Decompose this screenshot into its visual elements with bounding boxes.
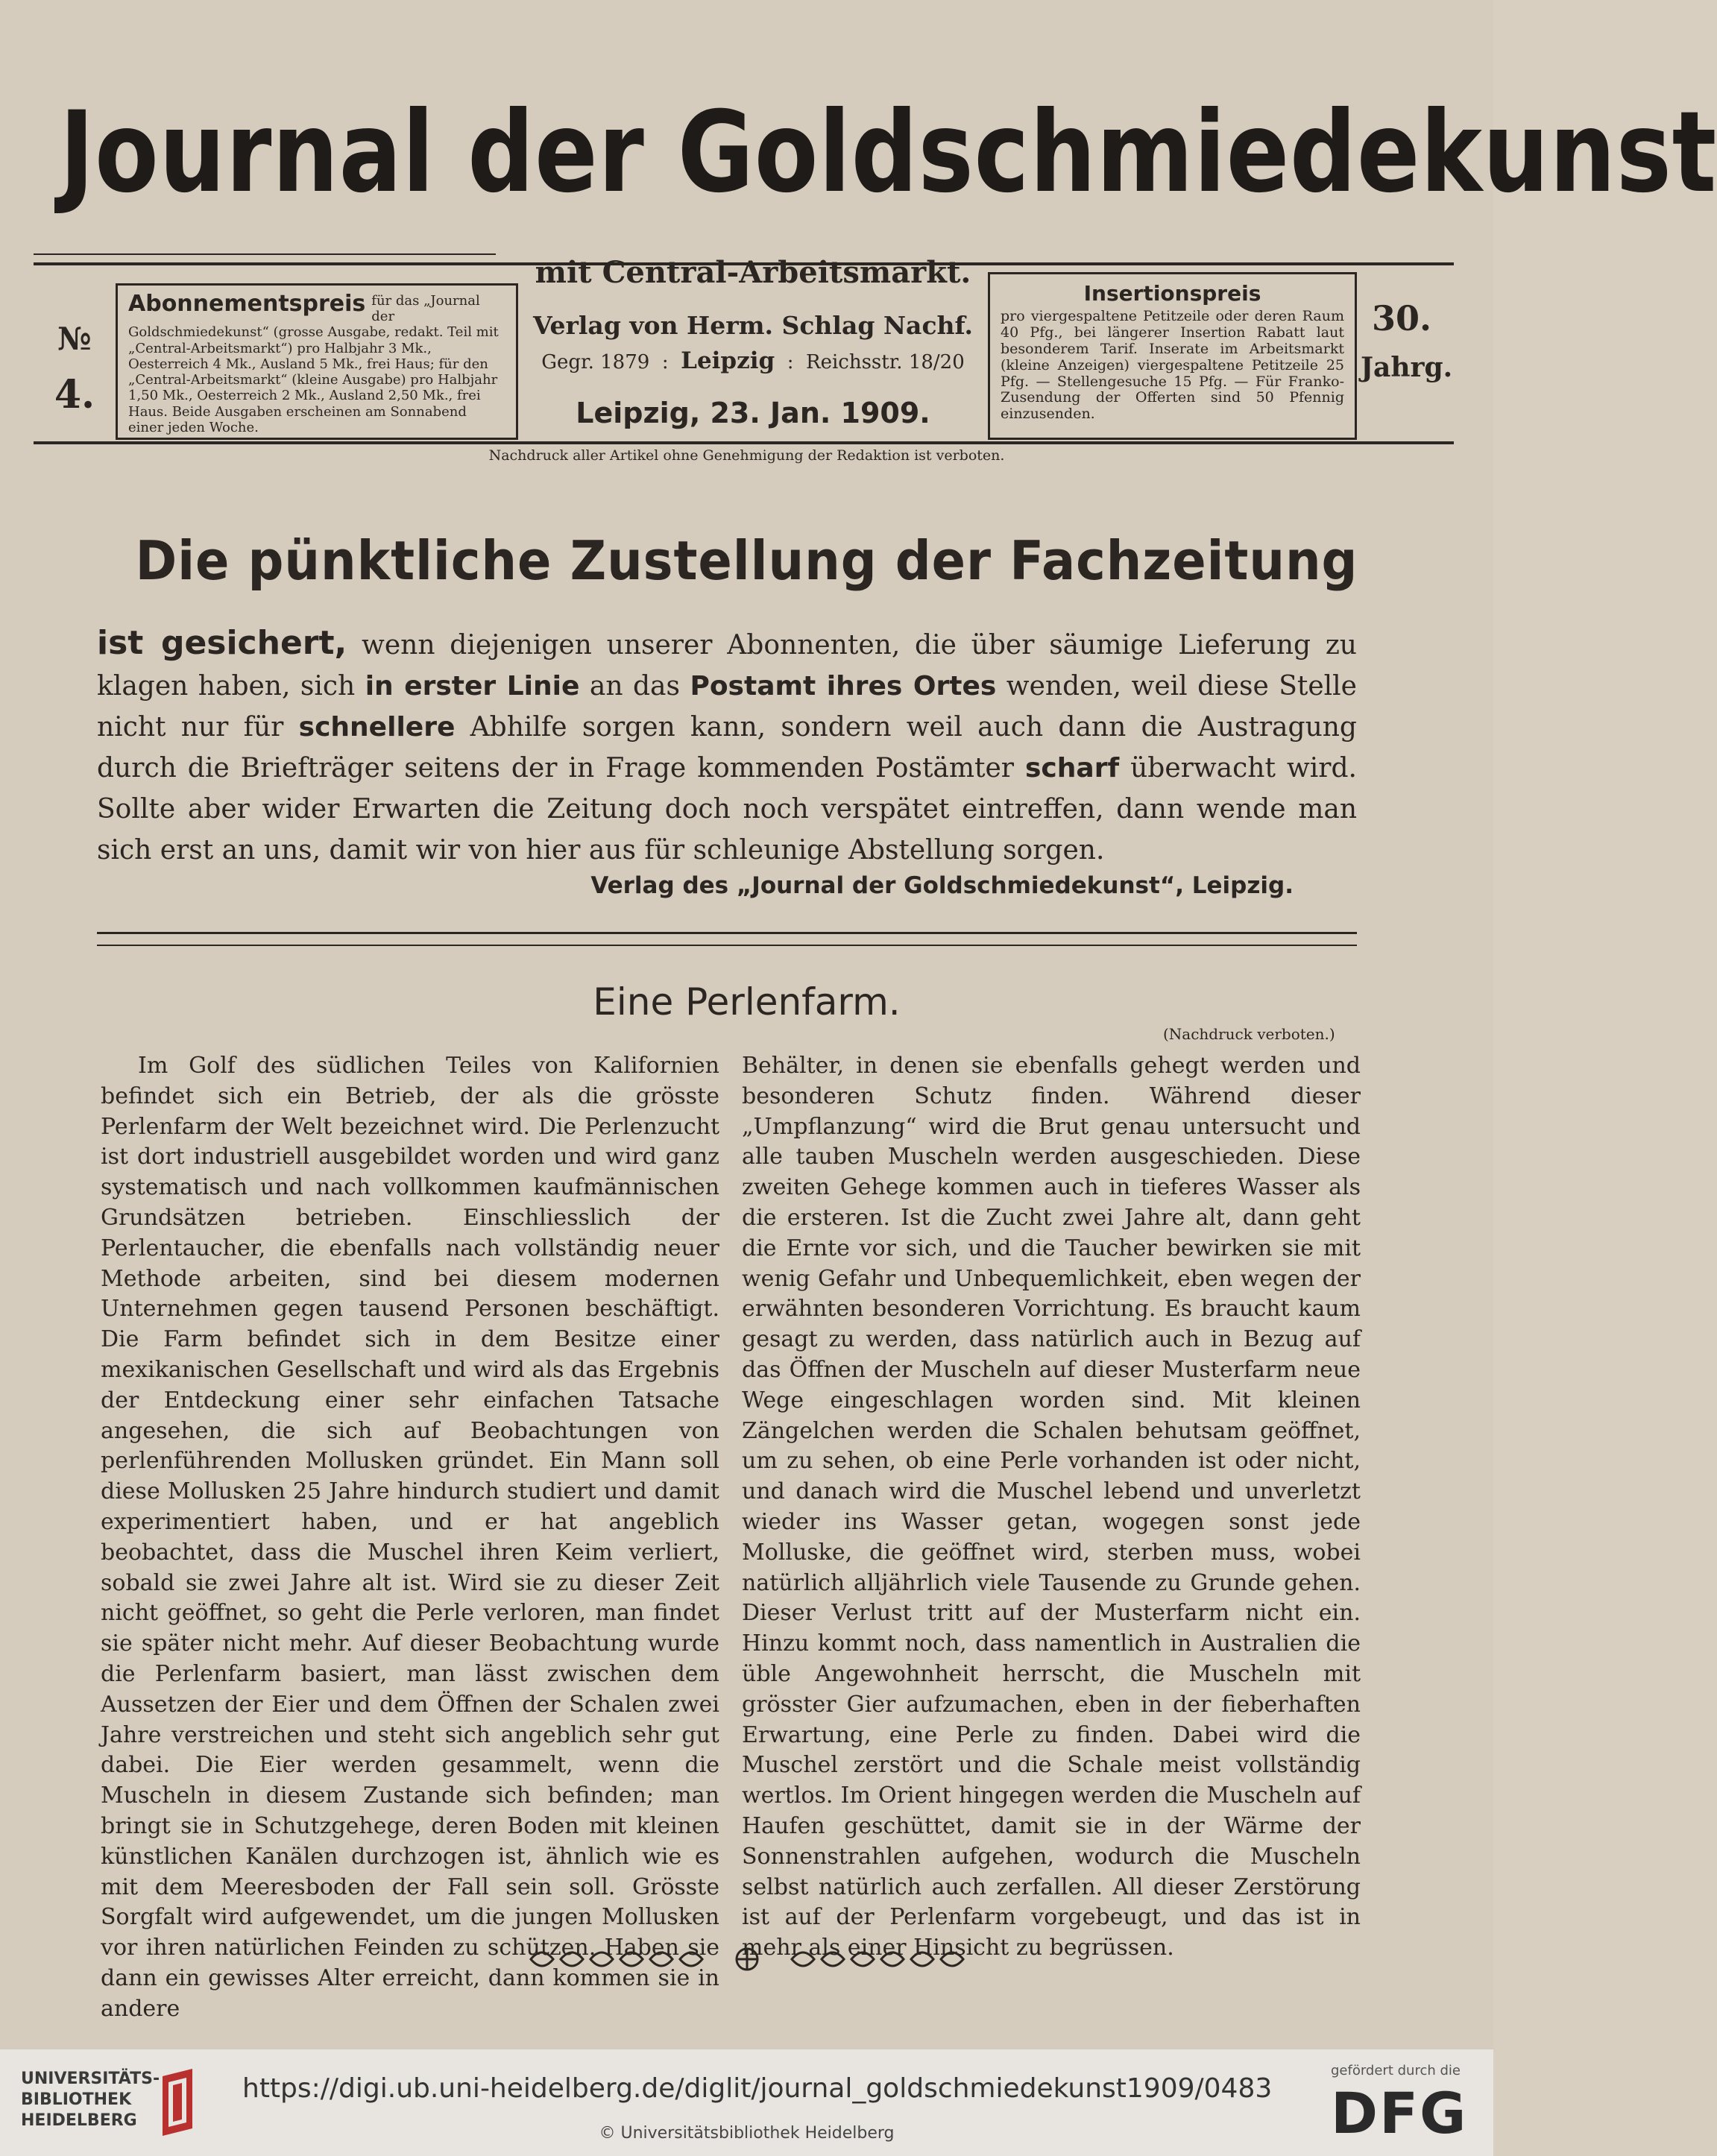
library-name-line-2: BIBLIOTHEK (21, 2090, 132, 2109)
notice-signature: Verlag des „Journal der Goldschmiedekunst“, Leipzig. (590, 872, 1294, 899)
funding-caption: gefördert durch die (1331, 2063, 1461, 2078)
article-title: Eine Perlenfarm. (593, 980, 901, 1024)
notice-headline: Die pünktliche Zustellung der Fachzeitung (135, 529, 1358, 592)
article-text-left: Im Golf des südlichen Teiles von Kalifornien befindet sich ein Betrieb, der als die grösste Perlenfarm der Welt bezeichnet wird. Die Perlenzucht ist dort industriell ausgebildet worden und wird ganz systematisch und nach vollkommen kaufmännischen Grundsätzen betrieben. Einschliesslich der Perlentaucher, die ebenfalls nach vollständig neuer Methode arbeiten, sind bei diesem modernen Unternehmen gegen tausend Personen beschäftigt. Die Farm befindet sich in dem Besitze einer mexikanischen Gesellschaft und wird als das Ergebnis der Entdeckung einer sehr einfachen Tatsache angesehen, die sich auf Beobachtungen von perlenführenden Mollusken gründet. Ein Mann soll diese Mollusken 25 Jahre hindurch studiert und damit experimentiert haben, und er hat angeblich beobachtet, dass die Muschel ihren Keim verliert, sobald sie zwei Jahre alt ist. Wird sie zu dieser Zeit nicht geöffnet, so geht die Perle verloren, man findet sie später nicht mehr. Auf dieser Beobachtung wurde die Perlenfarm basiert, man lässt zwischen dem Aussetzen der Eier und dem Öffnen der Schalen zwei Jahre verstreichen und steht sich angeblich sehr gut dabei. Die Eier werden gesammelt, wenn die Muscheln in diesem Zustande sich befinden; man bringt sie in Schutzgehege, deren Boden mit kleinen künstlichen Kanälen durchzogen ist, ähnlich wie es mit dem Meeresboden der Fall sein soll. Grösste Sorgfalt wird aufgewendet, um die jungen Mollusken vor ihren natürlichen Feinden zu schützen. Haben sie dann ein gewisses Alter erreicht, dann kommen sie in andere (101, 1053, 719, 2022)
masthead-title: Journal der Goldschmiedekunst (60, 88, 1717, 218)
ornament-icon (523, 1944, 971, 1974)
publisher-name: Verlag von Herm. Schlag Nachf. (532, 311, 974, 340)
notice-bold-4: scharf (1025, 753, 1120, 784)
notice-text-1: wenn diejenigen unserer Abonnenten, die über säumige Lieferung zu klagen haben, sich (97, 630, 1357, 702)
volume-number: 30. (1371, 298, 1432, 338)
article-reprint-note: (Nachdruck verboten.) (1163, 1025, 1335, 1043)
publisher-block (529, 253, 977, 429)
notice-lead: ist gesichert, (97, 624, 347, 662)
notice-bold-3: schnellere (298, 712, 456, 743)
masthead-subtitle: mit Central-Arbeitsmarkt. (535, 255, 971, 290)
notice-text-2: an das (579, 671, 690, 702)
subscription-box (116, 283, 518, 440)
section-divider (97, 932, 1357, 946)
subscription-text: für das „Journal der Goldschmiedekunst“ (grosse Ausgabe, redakt. Teil mit „Central-Arbeitsmarkt“) pro Halbjahr 3 Mk., Oesterreich 4 Mk., Ausland 5 Mk., frei Haus; für den „Central-Arbeitsmarkt“ (kleine Ausgabe) pro Halbjahr 1,50 Mk., Oesterreich 2 Mk., Ausland 2,50 Mk., frei Haus. Beide Ausgaben erscheinen am Sonnabend einer jeden Woche. (128, 293, 499, 435)
insertion-title: Insertionspreis (1083, 281, 1261, 306)
subscription-title: Abonnementspreis (128, 291, 366, 317)
library-name (21, 2069, 160, 2131)
article-column-left (101, 1051, 719, 2025)
issue-number: 4. (54, 372, 95, 417)
copyright-notice: © Universitätsbibliothek Heidelberg (599, 2124, 895, 2143)
insertion-text: pro viergespaltene Petitzeile oder deren Raum 40 Pfg., bei längerer Insertion Rabatt laut besonderem Tarif. Inserate im Arbeitsmarkt (kleine Anzeigen) viergespaltene Petitzeile 25 Pfg. — Stellengesuche 15 Pfg. — Für Franko-Zusendung der Offerten sind 50 Pfennig einzusenden. (1001, 308, 1344, 423)
notice-paragraph (97, 622, 1357, 871)
publisher-address: Reichsstr. 18/20 (806, 351, 965, 373)
viewer-footer (0, 2049, 1493, 2156)
notice-text-3: wenden, weil diese Stelle nicht nur für (97, 671, 1357, 743)
insertion-box (988, 272, 1357, 440)
header-bottom-rule (34, 441, 1454, 444)
issue-number-block (41, 321, 108, 417)
article-text-right: Behälter, in denen sie ebenfalls gehegt werden und besonderen Schutz finden. Während dieser „Umpflanzung“ wird die Brut genau untersucht und alle tauben Muscheln werden ausgeschieden. Diese zweiten Gehege kommen auch in tieferes Wasser als die ersteren. Ist die Zucht zwei Jahre alt, dann geht die Ernte vor sich, und die Taucher bewirken sie mit wenig Gefahr und Unbequemlichkeit, eben wegen der erwähnten besonderen Vorrichtung. Es braucht kaum gesagt zu werden, dass natürlich auch in Bezug auf das Öffnen der Muscheln auf dieser Musterfarm neue Wege eingeschlagen worden sind. Mit kleinen Zängelchen werden die Schalen behutsam geöffnet, um zu sehen, ob eine Perle vorhanden ist oder nicht, und danach wird die Muschel lebend und unverletzt wieder ins Wasser getan, wogegen sonst jede Molluske, die geöffnet wird, sterben muss, wobei natürlich alljährlich viele Tausende zu Grunde gehen. Dieser Verlust tritt auf der Musterfarm nicht ein. Hinzu kommt noch, dass namentlich in Australien die üble Angewohnheit herrscht, die Muscheln mit grösster Gier aufzumachen, eben in der fieberhaften Erwartung, eine Perle zu finden. Dabei wird die Muschel zerstört und die Schale meist vollständig wertlos. Im Orient hingegen werden die Muscheln auf Haufen geschüttet, damit sie in der Wärme der Sonnenstrahlen aufgehen, wodurch die Muscheln selbst natürlich auch zerfallen. All dieser Zerstörung ist auf der Perlenfarm vorgebeugt, und das ist in mehr als einer Hinsicht zu begrüssen. (742, 1053, 1361, 1961)
publisher-details: Gegr. 1879 : Leipzig : Reichsstr. 18/20 (541, 347, 965, 374)
volume-label: Jahrg. (1361, 352, 1453, 383)
library-name-line-1: UNIVERSITÄTS- (21, 2070, 160, 2088)
notice-text-5: überwacht wird. Sollte aber wider Erwarten die Zeitung doch noch verspätet eintreffen, dann wende man sich erst an uns, damit wir von hier aus für schleunige Abstellung sorgen. (97, 753, 1357, 866)
document-url[interactable]: https://digi.ub.uni-heidelberg.de/diglit/journal_goldschmiedekunst1909/0483 (242, 2073, 1273, 2104)
header-band (34, 253, 1454, 440)
notice-text-4: Abhilfe sorgen kann, sondern weil auch dann die Austragung durch die Briefträger seitens der in Frage kommenden Postämter (97, 712, 1357, 784)
issue-symbol: № (57, 321, 92, 357)
founded-year: Gegr. 1879 (541, 351, 650, 373)
ornament-divider (0, 1944, 1493, 1982)
notice-bold-2: Postamt ihres Ortes (690, 671, 997, 702)
dfg-logo[interactable]: DFG (1331, 2080, 1468, 2146)
notice-bold-1: in erster Linie (365, 671, 580, 702)
publisher-city: Leipzig (681, 347, 775, 374)
issue-date: Leipzig, 23. Jan. 1909. (576, 397, 930, 429)
reprint-notice: Nachdruck aller Artikel ohne Genehmigung der Redaktion ist verboten. (488, 447, 1005, 464)
article-column-right (742, 1051, 1361, 1964)
library-name-line-3: HEIDELBERG (21, 2111, 137, 2130)
volume-block (1361, 298, 1453, 383)
header-rule-left (34, 253, 496, 255)
